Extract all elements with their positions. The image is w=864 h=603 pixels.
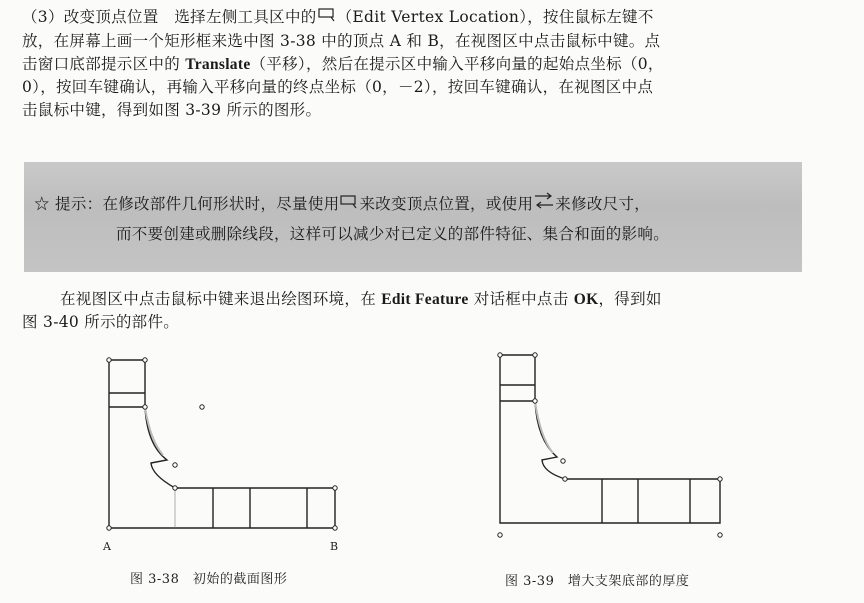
fig38-vertex [333, 486, 337, 490]
edit-feature-term: Edit Feature [381, 291, 469, 308]
p2-line1-c: ，得到如 [598, 290, 662, 308]
ok-term: OK [573, 291, 599, 308]
fig39-vertex [533, 353, 537, 357]
fig39-vertex [718, 477, 722, 481]
fig38-outline [109, 360, 335, 528]
fig38-bottom-divisions [213, 488, 307, 528]
star-icon: ☆ [34, 195, 50, 213]
p2-line1-b: 对话框中点击 [468, 290, 574, 308]
figure-3-39-caption: 图 3-39 增大支架底部的厚度 [505, 574, 690, 589]
p1-line1-b: （Edit Vertex Location），按住鼠标左键不 [336, 8, 654, 26]
figure-3-38-caption: 图 3-38 初始的截面图形 [130, 572, 288, 587]
fig38-vertex [143, 358, 147, 362]
p2-line2: 图 3-40 所示的部件。 [22, 313, 180, 331]
vertex-label-a: A [103, 540, 111, 553]
paragraph-1 [22, 6, 822, 122]
fig38-top-divisions [109, 393, 145, 407]
tip-line1-c: 来修改尺寸， [555, 195, 651, 213]
edit-vertex-icon [317, 7, 337, 30]
tip-text [34, 190, 804, 249]
p1-line2: 放，在屏幕上画一个矩形框来选中图 3-38 中的顶点 A 和 B，在视图区中点击鼠标中键。点 [22, 31, 661, 50]
fig39-vertex [498, 353, 502, 357]
p1-line4: 0），按回车键确认，再输入平移向量的终点坐标（0，－2），按回车键确认，在视图区中点 [22, 77, 654, 96]
fig39-bottom-divisions [602, 479, 690, 523]
vertex-label-b: B [330, 540, 339, 553]
tip-line2: 而不要创建或删除线段，这样可以减少对已定义的部件特征、集合和面的影响。 [116, 224, 670, 243]
edit-vertex-icon-small [339, 191, 359, 220]
fig38-vertex-a [107, 526, 111, 530]
tip-line1-b: 来改变顶点位置，或使用 [359, 195, 534, 213]
tip-line1-a: 提示：在修改部件几何形状时，尽量使用 [55, 195, 340, 213]
p2-line1-a: 在视图区中点击鼠标中键来退出绘图环境，在 [60, 290, 382, 308]
fig39-vertex [718, 533, 722, 537]
fig39-outline [500, 355, 720, 523]
fig38-gray-arc [145, 407, 163, 455]
fig38-vertex [200, 405, 204, 409]
edit-dimension-icon [533, 191, 555, 220]
p1-line1-a: （3）改变顶点位置 选择左侧工具区中的 [22, 8, 317, 26]
fig39-vertex [498, 533, 502, 537]
p1-line3-a: 击窗口底部提示区中的 [22, 54, 186, 73]
fig39-vertex [563, 477, 567, 481]
fig39-vertex [561, 459, 565, 463]
fig38-vertex [173, 463, 177, 467]
p1-line5: 击鼠标中键，得到如图 3-39 所示的图形。 [22, 100, 322, 119]
fig38-vertex [107, 358, 111, 362]
fig38-vertex [173, 486, 177, 490]
fig39-top-divisions [500, 385, 535, 401]
figure-3-38 [95, 355, 355, 540]
fig39-vertex [533, 399, 537, 403]
fig39-gray-arc [535, 401, 553, 453]
fig38-vertex-b [333, 526, 337, 530]
fig38-vertex [143, 405, 147, 409]
p1-line3-b: （平移），然后在提示区中输入平移向量的起始点坐标（0， [250, 54, 664, 73]
figure-3-39 [490, 345, 740, 540]
paragraph-2 [22, 288, 822, 334]
translate-term: Translate [185, 55, 251, 73]
